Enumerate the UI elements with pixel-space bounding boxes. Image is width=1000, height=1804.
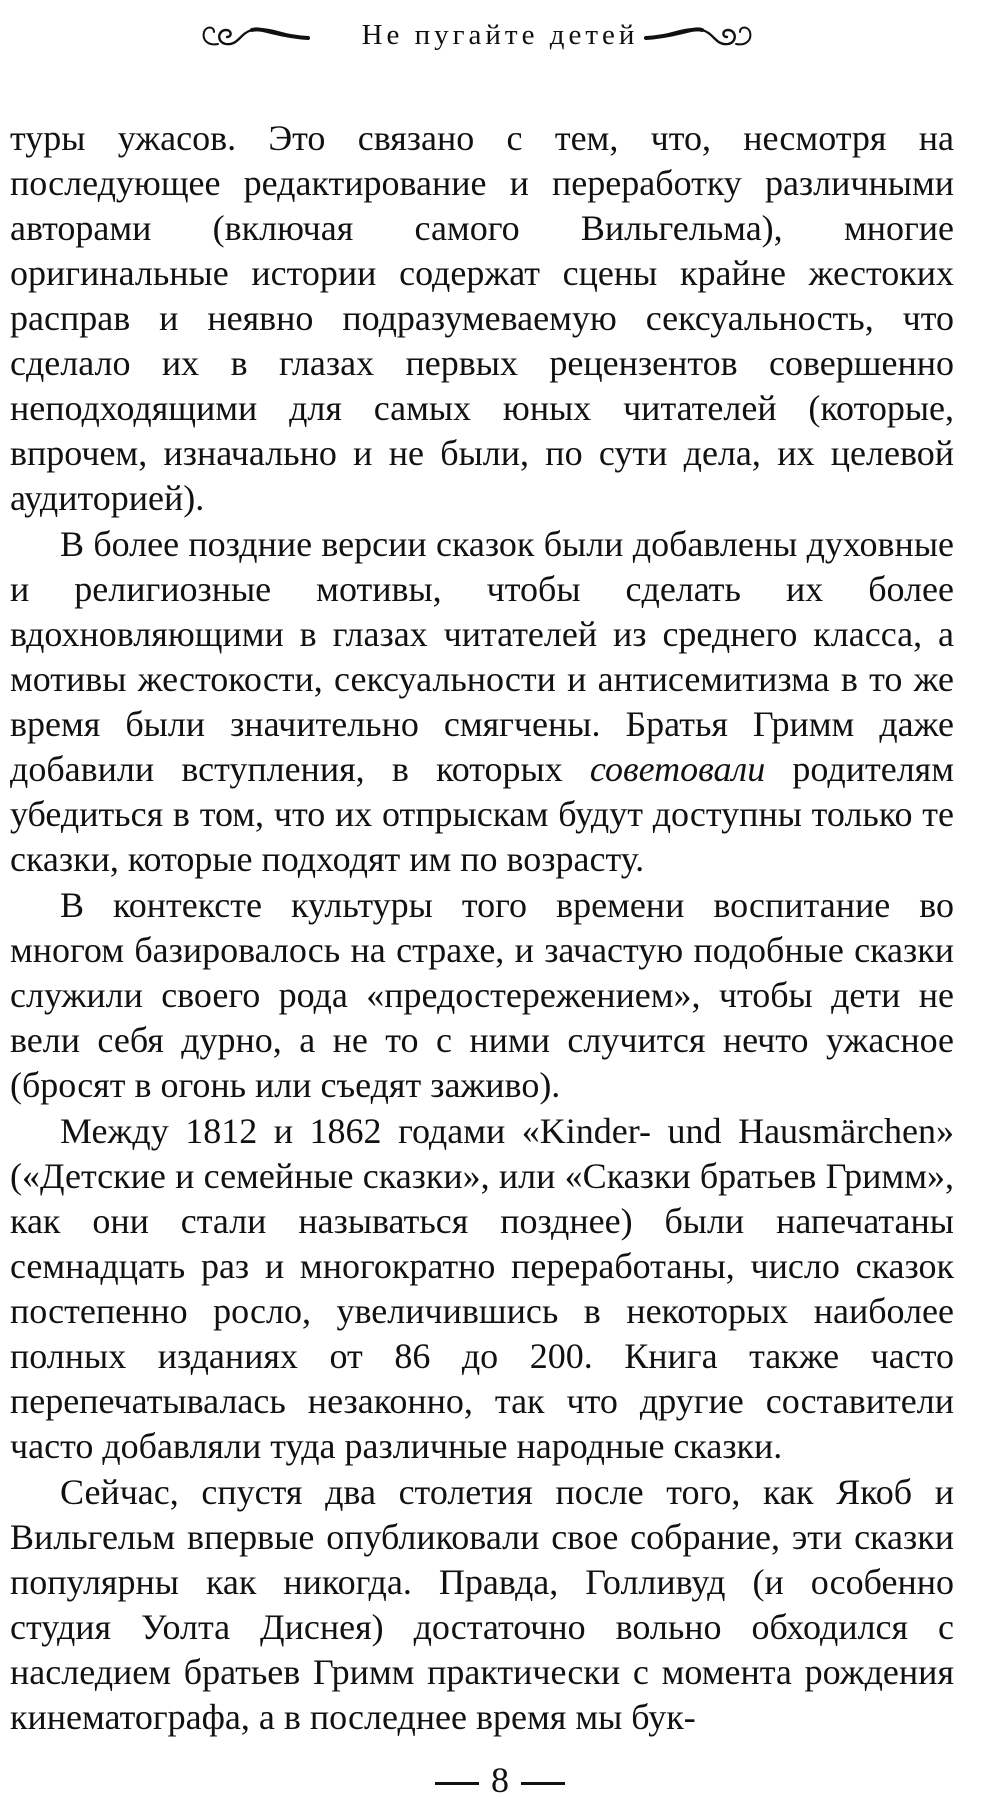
paragraph-text: В более поздние версии сказок были добавлены духовные и религиозные мотивы, чтобы сделать их более вдохновляющими в глазах читателей из среднего класса, а мотивы жестокости, сексуальности и антисемитизма в то же время были значительно смягчены. Братья Гримм даже добавили вступления, в которых [10, 524, 954, 789]
body-text [10, 116, 954, 1740]
paragraph-text: родителям убедиться в том, что их отпрыскам будут доступны только те сказки, которые подходят им по возрасту. [10, 749, 954, 879]
paragraph-continuation: туры ужасов. Это связано с тем, что, несмотря на последующее редактирование и переработку различными авторами (включая самого Вильгельма), многие оригинальные истории содержат сцены крайне жестоких расправ и неявно подразумеваемую сексуальность, что сделало их в глазах первых рецензентов совершенно неподходящими для самых юных читателей (которые, впрочем, изначально и не были, по сути дела, их целевой аудиторией). [10, 118, 954, 518]
paragraph-editions: Между 1812 и 1862 годами «Kinder- und Hausmärchen» («Детские и семейные сказки», или «Сказки братьев Гримм», как они стали называться позднее) были напечатаны семнадцать раз и многократно переработаны, число сказок постепенно росло, увеличившись в некоторых наиболее полных изданиях от 86 до 200. Книга также часто перепечатывалась незаконно, так что другие составители часто добавляли туда различные народные сказки. [10, 1111, 954, 1466]
page-number: 8 [491, 1760, 509, 1800]
dash-right-icon [521, 1782, 565, 1785]
running-header-title: Не пугайте детей [361, 19, 639, 51]
emphasized-word: советовали [589, 749, 766, 789]
paragraph-two-centuries: Сейчас, спустя два столетия после того, как Якоб и Вильгельм впервые опубликовали свое собрание, эти сказки популярны как никогда. Правда, Голливуд (и особенно студия Уолта Диснея) достаточно вольно обходился с наследием братьев Гримм практически с момента рождения кинематографа, а в последнее время мы бук- [10, 1472, 954, 1737]
paragraph-fear-upbringing: В контексте культуры того времени воспитание во многом базировалось на страхе, и зачастую подобные сказки служили своего рода «предостережением», чтобы дети не вели себя дурно, а не то с ними случится нечто ужасное (бросят в огонь или съедят заживо). [10, 885, 954, 1105]
page-footer [0, 1758, 1000, 1802]
flourish-right-icon [640, 22, 758, 50]
paragraph-later-versions [10, 522, 954, 882]
running-header [0, 12, 1000, 62]
dash-left-icon [435, 1782, 479, 1785]
